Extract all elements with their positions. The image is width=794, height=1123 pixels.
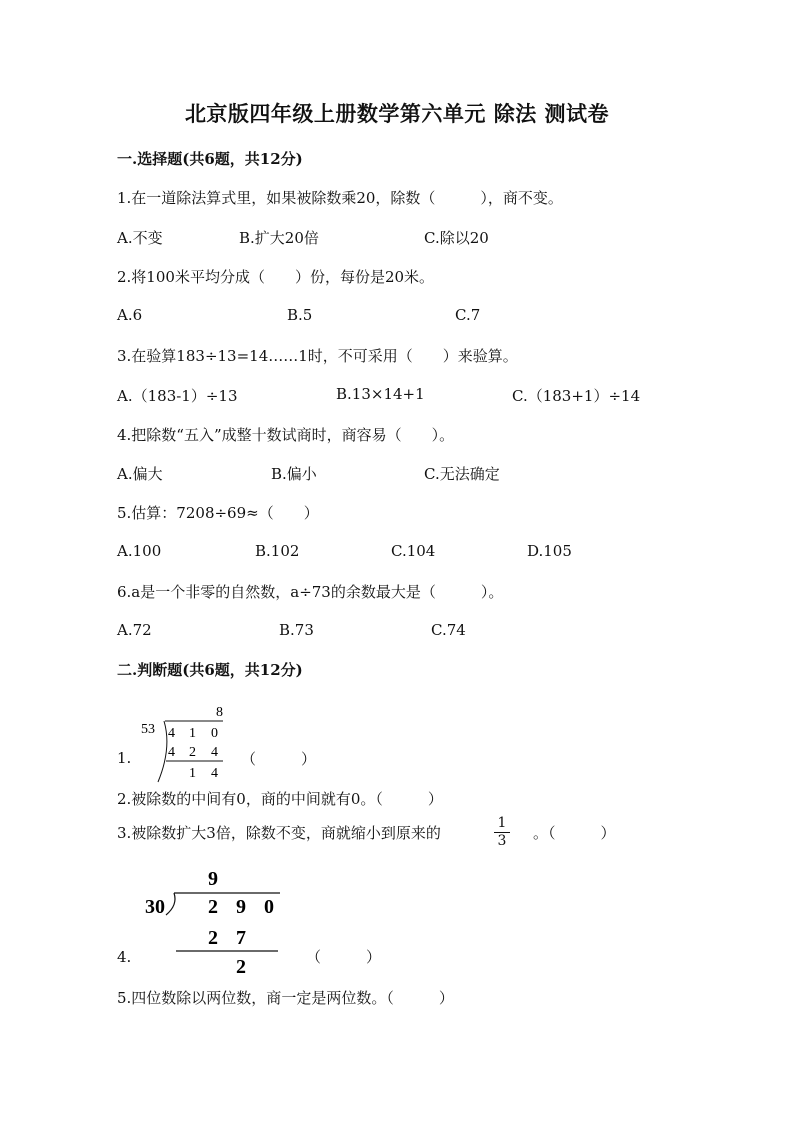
fraction-numerator: 1 xyxy=(497,815,507,831)
option-1-5-a: A.100 xyxy=(117,542,162,560)
section-1-heading: 一.选择题(共6题，共12分) xyxy=(117,150,303,168)
option-1-3-c: C.（183+1）÷14 xyxy=(512,387,641,405)
product-digit: 4 xyxy=(211,745,218,760)
fraction xyxy=(494,815,510,849)
option-1-5-c: C.104 xyxy=(391,542,436,560)
long-division-figure-2 xyxy=(140,862,290,978)
question-1-4: 4.把除数“五入”成整十数试商时，商容易（ ）。 xyxy=(117,426,455,444)
answer-blank-2-1[interactable]: （ ） xyxy=(241,750,317,768)
question-1-5: 5.估算：7208÷69≈（ ） xyxy=(117,504,319,522)
option-1-6-a: A.72 xyxy=(117,621,152,639)
option-1-3-a: A.（183-1）÷13 xyxy=(117,387,238,405)
question-2-3-tail: 。（ ） xyxy=(533,824,616,842)
question-2-3-text: 3.被除数扩大3倍，除数不变，商就缩小到原来的 xyxy=(117,824,441,842)
option-1-2-a: A.6 xyxy=(117,306,143,324)
remainder-digit: 1 xyxy=(189,766,196,781)
quotient-digit: 8 xyxy=(216,705,223,720)
divisor: 53 xyxy=(141,722,155,737)
option-1-2-b: B.5 xyxy=(287,306,313,324)
option-1-2-c: C.7 xyxy=(455,306,481,324)
product-digit: 4 xyxy=(168,745,175,760)
question-2-2: 2.被除数的中间有0，商的中间就有0。（ ） xyxy=(117,790,443,808)
section-2-heading: 二.判断题(共6题，共12分) xyxy=(117,661,303,679)
dividend-digit: 9 xyxy=(236,896,246,918)
question-1-1: 1.在一道除法算式里，如果被除数乘20，除数（ ），商不变。 xyxy=(117,189,563,207)
dividend-digit: 0 xyxy=(264,896,274,918)
remainder-digit: 4 xyxy=(211,766,218,781)
question-2-4-number: 4. xyxy=(117,948,132,966)
dividend-digit: 2 xyxy=(208,896,218,918)
product-digit: 2 xyxy=(208,927,218,949)
remainder-digit: 2 xyxy=(236,956,246,978)
question-2-5: 5.四位数除以两位数，商一定是两位数。（ ） xyxy=(117,989,454,1007)
option-1-1-a: A.不变 xyxy=(117,229,163,247)
product-digit: 7 xyxy=(236,927,246,949)
option-1-1-c: C.除以20 xyxy=(424,229,489,247)
dividend-digit: 4 xyxy=(168,726,175,741)
page-title: 北京版四年级上册数学第六单元 除法 测试卷 xyxy=(184,101,610,126)
option-1-6-b: B.73 xyxy=(279,621,314,639)
dividend-digit: 1 xyxy=(189,726,196,741)
dividend-digit: 0 xyxy=(211,726,218,741)
divisor: 30 xyxy=(145,896,165,918)
division-bracket xyxy=(166,893,175,915)
option-1-4-a: A.偏大 xyxy=(117,465,163,483)
option-1-4-b: B.偏小 xyxy=(271,465,317,483)
option-1-1-b: B.扩大20倍 xyxy=(239,229,319,247)
question-2-1-number: 1. xyxy=(117,749,132,767)
fraction-denominator: 3 xyxy=(494,832,510,849)
long-division-figure-1 xyxy=(138,700,238,784)
division-bracket xyxy=(158,721,167,782)
answer-blank-2-4[interactable]: （ ） xyxy=(306,948,382,966)
option-1-3-b: B.13×14+1 xyxy=(336,385,425,403)
product-digit: 2 xyxy=(189,745,196,760)
question-1-3: 3.在验算183÷13=14……1时，不可采用（ ）来验算。 xyxy=(117,347,518,365)
quotient-digit: 9 xyxy=(208,868,218,890)
option-1-5-d: D.105 xyxy=(527,542,572,560)
option-1-5-b: B.102 xyxy=(255,542,300,560)
option-1-4-c: C.无法确定 xyxy=(424,465,500,483)
question-1-6: 6.a是一个非零的自然数，a÷73的余数最大是（ ）。 xyxy=(117,583,504,601)
option-1-6-c: C.74 xyxy=(431,621,466,639)
question-1-2: 2.将100米平均分成（ ）份，每份是20米。 xyxy=(117,268,435,286)
